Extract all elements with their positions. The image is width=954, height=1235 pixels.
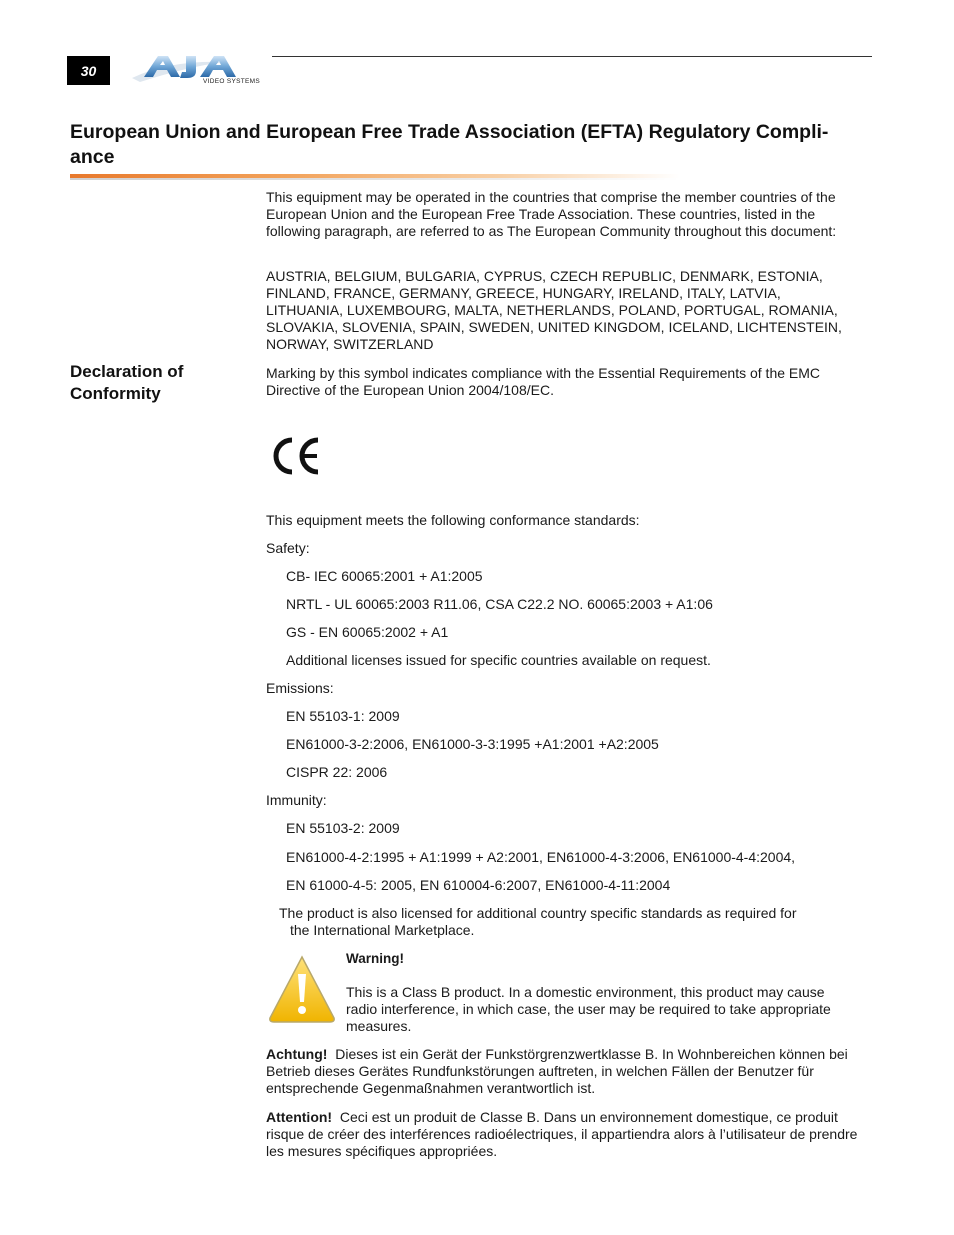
safety-item: CB- IEC 60065:2001 + A1:2005 (286, 568, 483, 584)
warning-icon (268, 954, 336, 1024)
achtung-paragraph (266, 1046, 858, 1097)
title-underline-shadow (70, 178, 680, 180)
emissions-label: Emissions: (266, 680, 334, 696)
achtung-text: Dieses ist ein Gerät der Funkstörgrenzwertklasse B. In Wohnbereichen können bei Betrieb dieses Gerätes Rundfunkstörungen auftreten, in welchen Fällen der Benutzer für entsprechende Gegenmaßnahmen verantwortlich ist. (266, 1046, 848, 1096)
immunity-item: EN 55103-2: 2009 (286, 820, 400, 836)
header-rule (272, 56, 872, 57)
conformance-intro: This equipment meets the following conformance standards: (266, 512, 640, 528)
immunity-label: Immunity: (266, 792, 327, 808)
page-number: 30 (67, 56, 110, 85)
safety-item: GS - EN 60065:2002 + A1 (286, 624, 449, 640)
emissions-item: EN61000-3-2:2006, EN61000-3-3:1995 +A1:2001 +A2:2005 (286, 736, 659, 752)
safety-label: Safety: (266, 540, 310, 556)
section-title-line-2: ance (70, 146, 115, 168)
marking-paragraph: Marking by this symbol indicates compliance with the Essential Requirements of the EMC Directive of the European Union 2004/108/EC. (266, 365, 821, 398)
warning-title: Warning! (346, 951, 404, 966)
additional-line-1: The product is also licensed for additional country specific standards as required for (279, 905, 797, 921)
section-title (70, 120, 860, 170)
safety-item: NRTL - UL 60065:2003 R11.06, CSA C22.2 NO. 60065:2003 + A1:06 (286, 596, 713, 612)
intro-paragraph: This equipment may be operated in the countries that comprise the member countries of the European Union and the European Free Trade Association. These countries, listed in the following paragraph, are referred to as The European Community throughout this document: (266, 189, 837, 239)
logo-subtext: VIDEO SYSTEMS (203, 78, 260, 85)
attention-label: Attention! (266, 1109, 333, 1125)
attention-text: Ceci est un produit de Classe B. Dans un environnement domestique, ce produit risque de créer des interférences radioélectriques, il appartiendra alors à l’utilisateur de prendre les mesures spécifiques appropriées. (266, 1109, 858, 1159)
attention-paragraph (266, 1109, 858, 1160)
achtung-label: Achtung! (266, 1046, 328, 1062)
emissions-item: EN 55103-1: 2009 (286, 708, 400, 724)
safety-item: Additional licenses issued for specific countries available on request. (286, 652, 711, 668)
section-title-line-1: European Union and European Free Trade Association (EFTA) Regulatory Compli- (70, 121, 829, 143)
declaration-heading: Declaration of Conformity (70, 362, 184, 403)
immunity-item: EN61000-4-2:1995 + A1:1999 + A2:2001, EN61000-4-3:2006, EN61000-4-4:2004, (286, 849, 796, 865)
emissions-item: CISPR 22: 2006 (286, 764, 388, 780)
additional-line-2: the International Marketplace. (290, 922, 475, 938)
immunity-item: EN 61000-4-5: 2005, EN 610004-6:2007, EN61000-4-11:2004 (286, 877, 671, 893)
countries-paragraph: AUSTRIA, BELGIUM, BULGARIA, CYPRUS, CZECH REPUBLIC, DENMARK, ESTONIA, FINLAND, FRANCE, GERMANY, GREECE, HUNGARY, IRELAND, ITALY, LATVIA, LITHUANIA, LUXEMBOURG, MALTA, NETHERLANDS, POLAND, PORTUGAL, ROMANIA, SLOVAKIA, SLOVENIA, SPAIN, SWEDEN, UNITED KINGDOM, ICELAND, LICHTENSTEIN, NORWAY, SWITZERLAND (266, 268, 842, 352)
ce-mark-icon (268, 434, 324, 478)
warning-text: This is a Class B product. In a domestic environment, this product may cause radio interference, in which case, the user may be required to take appropriate measures. (346, 984, 831, 1034)
